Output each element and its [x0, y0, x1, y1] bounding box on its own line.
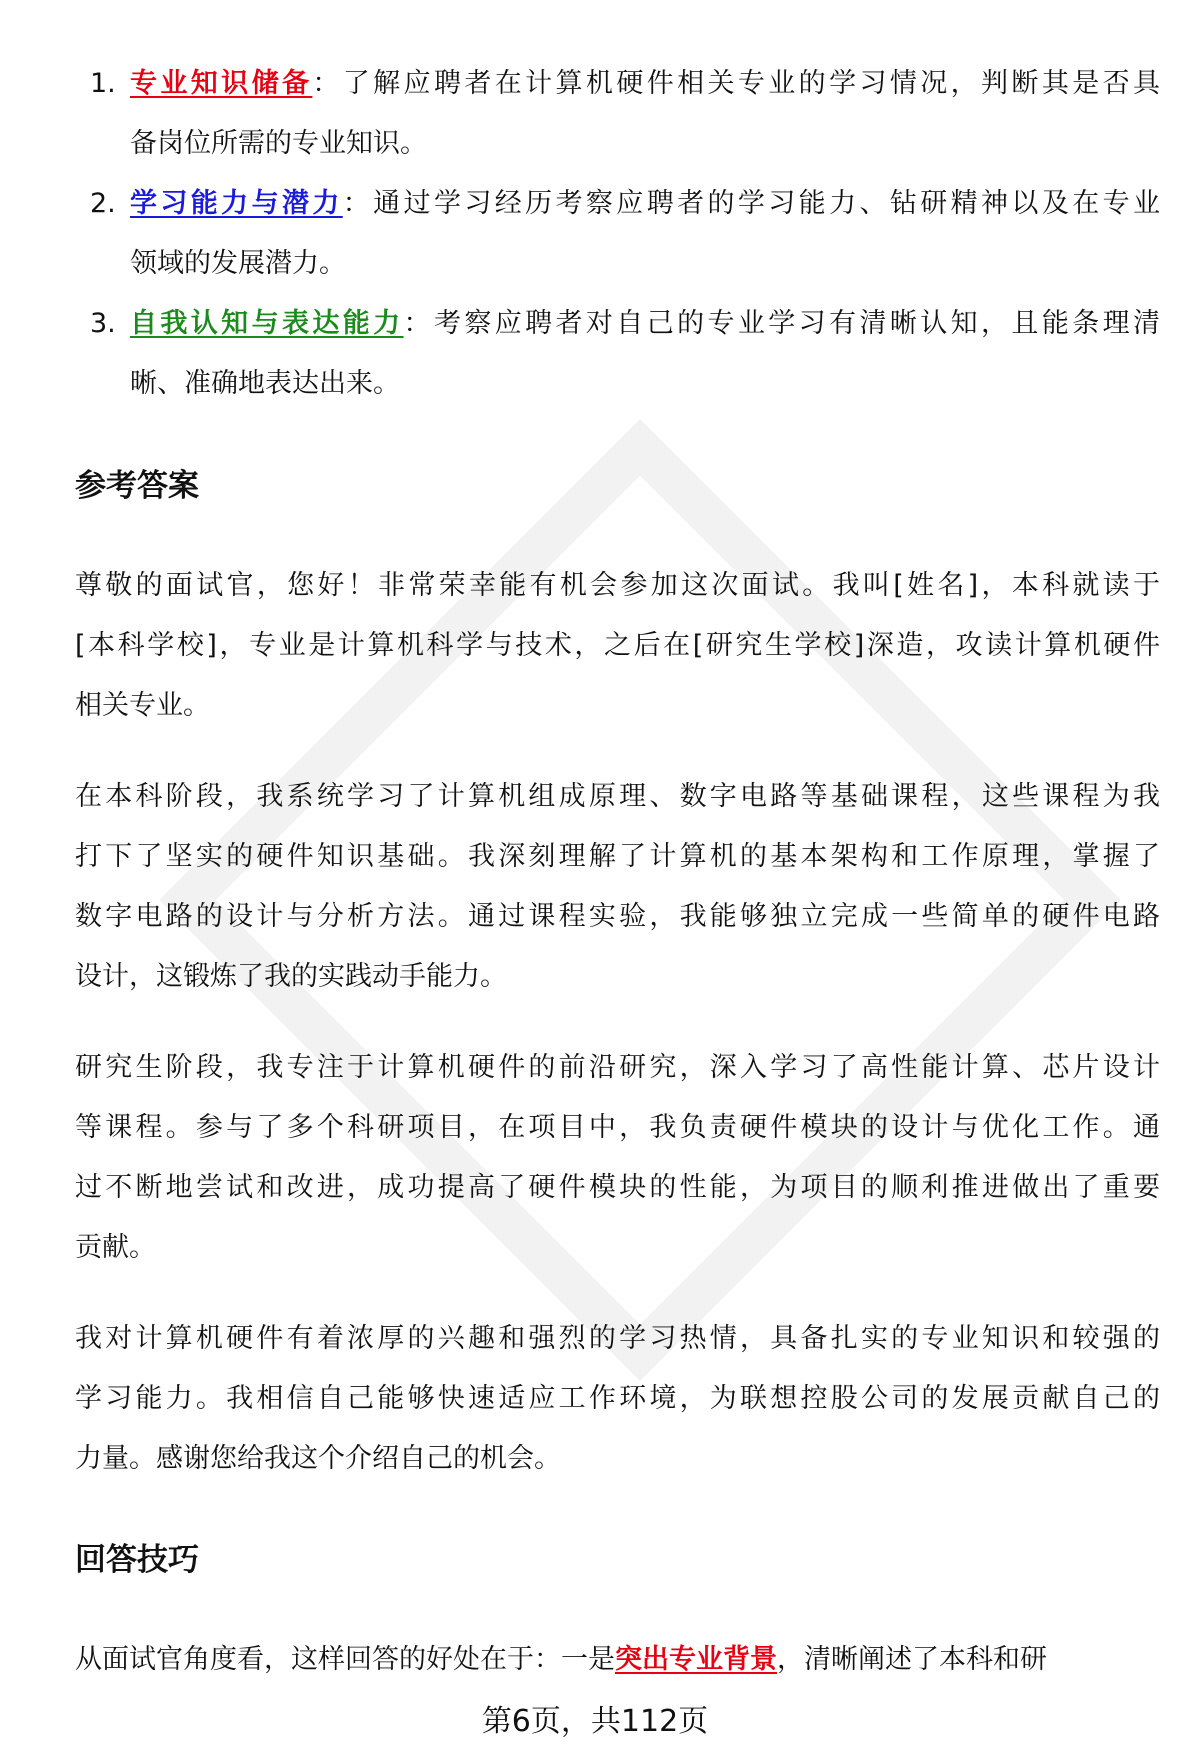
criterion-number: 2.: [90, 188, 116, 219]
answer-paragraph-line: 贡献。: [75, 1232, 156, 1263]
answer-paragraph-line: 研究生阶段，我专注于计算机硬件的前沿研究，深入学习了高性能计算、芯片设计: [75, 1052, 1160, 1083]
criterion-number: 1.: [90, 68, 116, 99]
criterion-line-cont: 晰、准确地表达出来。: [130, 368, 400, 399]
answer-paragraph-line: 在本科阶段，我系统学习了计算机组成原理、数字电路等基础课程，这些课程为我: [75, 781, 1160, 812]
criterion-text: ：了解应聘者在计算机硬件相关专业的学习情况，判断其是否具: [312, 68, 1161, 99]
criterion-number: 3.: [90, 308, 116, 339]
answer-paragraph-line: 我对计算机硬件有着浓厚的兴趣和强烈的学习热情，具备扎实的专业知识和较强的: [75, 1323, 1160, 1354]
answer-paragraph-line: 等课程。参与了多个科研项目，在项目中，我负责硬件模块的设计与优化工作。通: [75, 1112, 1160, 1143]
answer-paragraph-line: 力量。感谢您给我这个介绍自己的机会。: [75, 1443, 561, 1474]
criterion-label: 学习能力与潜力: [130, 188, 343, 219]
criterion-text: ：考察应聘者对自己的专业学习有清晰认知，且能条理清: [403, 308, 1161, 339]
criterion-line: [130, 66, 1160, 102]
criterion-line-cont: 领域的发展潜力。: [130, 248, 346, 279]
tips-heading: 回答技巧: [75, 1542, 199, 1578]
answer-paragraph-line: 数字电路的设计与分析方法。通过课程实验，我能够独立完成一些简单的硬件电路: [75, 901, 1160, 932]
criterion-label: 专业知识储备: [130, 68, 313, 99]
answer-paragraph-line: 打下了坚实的硬件知识基础。我深刻理解了计算机的基本架构和工作原理，掌握了: [75, 841, 1160, 872]
criterion-text: ：通过学习经历考察应聘者的学习能力、钻研精神以及在专业: [342, 188, 1161, 219]
answer-heading: 参考答案: [75, 468, 199, 504]
answer-paragraph-line: [本科学校]，专业是计算机科学与技术，之后在[研究生学校]深造，攻读计算机硬件: [75, 630, 1160, 661]
answer-paragraph-line: 设计，这锻炼了我的实践动手能力。: [75, 961, 507, 992]
tips-text-post: ，清晰阐述了本科和研: [777, 1644, 1047, 1675]
criterion-label: 自我认知与表达能力: [130, 308, 404, 339]
criterion-line-cont: 备岗位所需的专业知识。: [130, 128, 427, 159]
tips-line: [75, 1642, 1160, 1678]
criterion-line: [130, 186, 1160, 222]
answer-paragraph-line: 尊敬的面试官，您好！非常荣幸能有机会参加这次面试。我叫[姓名]，本科就读于: [75, 570, 1160, 601]
answer-paragraph-line: 过不断地尝试和改进，成功提高了硬件模块的性能，为项目的顺利推进做出了重要: [75, 1172, 1160, 1203]
tips-highlight: 突出专业背景: [615, 1644, 777, 1675]
page-footer: 第6页，共112页: [481, 1704, 709, 1739]
tips-text-pre: 从面试官角度看，这样回答的好处在于：一是: [75, 1644, 615, 1675]
answer-paragraph-line: 相关专业。: [75, 690, 210, 721]
criterion-line: [130, 306, 1160, 342]
answer-paragraph-line: 学习能力。我相信自己能够快速适应工作环境，为联想控股公司的发展贡献自己的: [75, 1383, 1160, 1414]
